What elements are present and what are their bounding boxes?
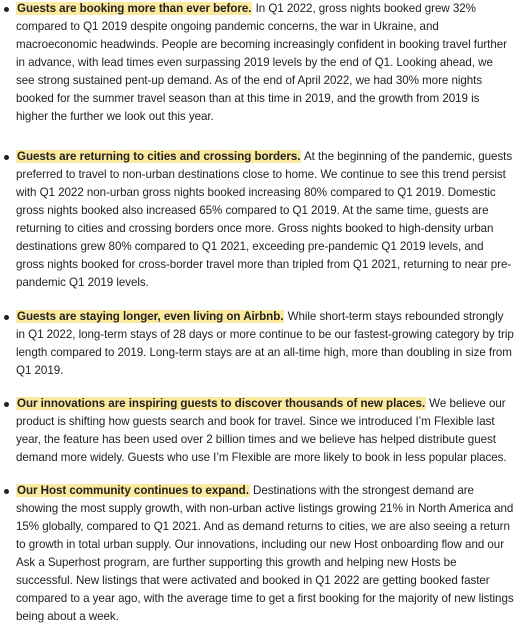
- bullet-lead: Guests are returning to cities and crossing borders.: [17, 150, 301, 163]
- bullet-host-community: [0, 482, 518, 626]
- bullet-longer-stays: [0, 308, 518, 380]
- bullet-cities-borders: [0, 148, 518, 292]
- bullet-booking-growth: [0, 0, 518, 126]
- bullet-lead: Our Host community continues to expand.: [17, 484, 249, 497]
- bullet-lead: Guests are staying longer, even living on Airbnb.: [17, 310, 284, 323]
- bullet-body: Destinations with the strongest demand are showing the most supply growth, with non-urban active listings growing 21% in North America and 15% globally, compared to Q1 2021. And as demand returns to cities, we are also seeing a return to growth in total urban supply. Our innovations, including our new Host onboarding flow and our Ask a Superhost program, are further supporting this growth and helping new Hosts be successful. New listings that were activated and booked in Q1 2022 are getting booked faster compared to a year ago, with the average time to get a first booking for the majority of new listings being about a week.: [16, 484, 514, 623]
- bullet-body: In Q1 2022, gross nights booked grew 32% compared to Q1 2019 despite ongoing pandemic concerns, the war in Ukraine, and macroeconomic headwinds. People are becoming increasingly confident in booking travel further in advance, with lead times even surpassing 2019 levels by the end of Q1. Looking ahead, we see strong sustained pent-up demand. As of the end of April 2022, we had 30% more nights booked for the summer travel season than at this time in 2019, and the growth from 2019 is higher the further we look out this year.: [16, 2, 507, 123]
- bullet-body: While short-term stays rebounded strongly in Q1 2022, long-term stays of 28 days or more continue to be our fastest-growing category by trip length compared to 2019. Long-term stays are at an all-time high, more than doubling in size from Q1 2019.: [16, 310, 514, 377]
- bullet-icon: [4, 7, 9, 12]
- bullet-lead: Guests are booking more than ever before.: [17, 2, 252, 15]
- bullet-icon: [4, 489, 9, 494]
- bullet-innovations: [0, 395, 518, 467]
- bullet-body: We believe our product is shifting how guests search and book for travel. Since we introduced I’m Flexible last year, the feature has been used over 2 billion times and we believe has helped distribute guest demand more widely. Guests who use I’m Flexible are more likely to book in less popular places.: [16, 397, 507, 464]
- bullet-icon: [4, 402, 9, 407]
- bullet-icon: [4, 315, 9, 320]
- bullet-icon: [4, 155, 9, 160]
- bullet-body: At the beginning of the pandemic, guests preferred to travel to non-urban destinations close to home. We continue to see this trend persist with Q1 2022 non-urban gross nights booked increasing 80% compared to Q1 2019. Domestic gross nights booked also increased 65% compared to Q1 2019. At the same time, guests are returning to cities and crossing borders once more. Gross nights booked to high-density urban destinations grew 80% compared to Q1 2021, exceeding pre-pandemic Q1 2019 levels, and gross nights booked for cross-border travel more than tripled from Q1 2021, returning to near pre-pandemic Q1 2019 levels.: [16, 150, 513, 289]
- bullet-lead: Our innovations are inspiring guests to discover thousands of new places.: [17, 397, 426, 410]
